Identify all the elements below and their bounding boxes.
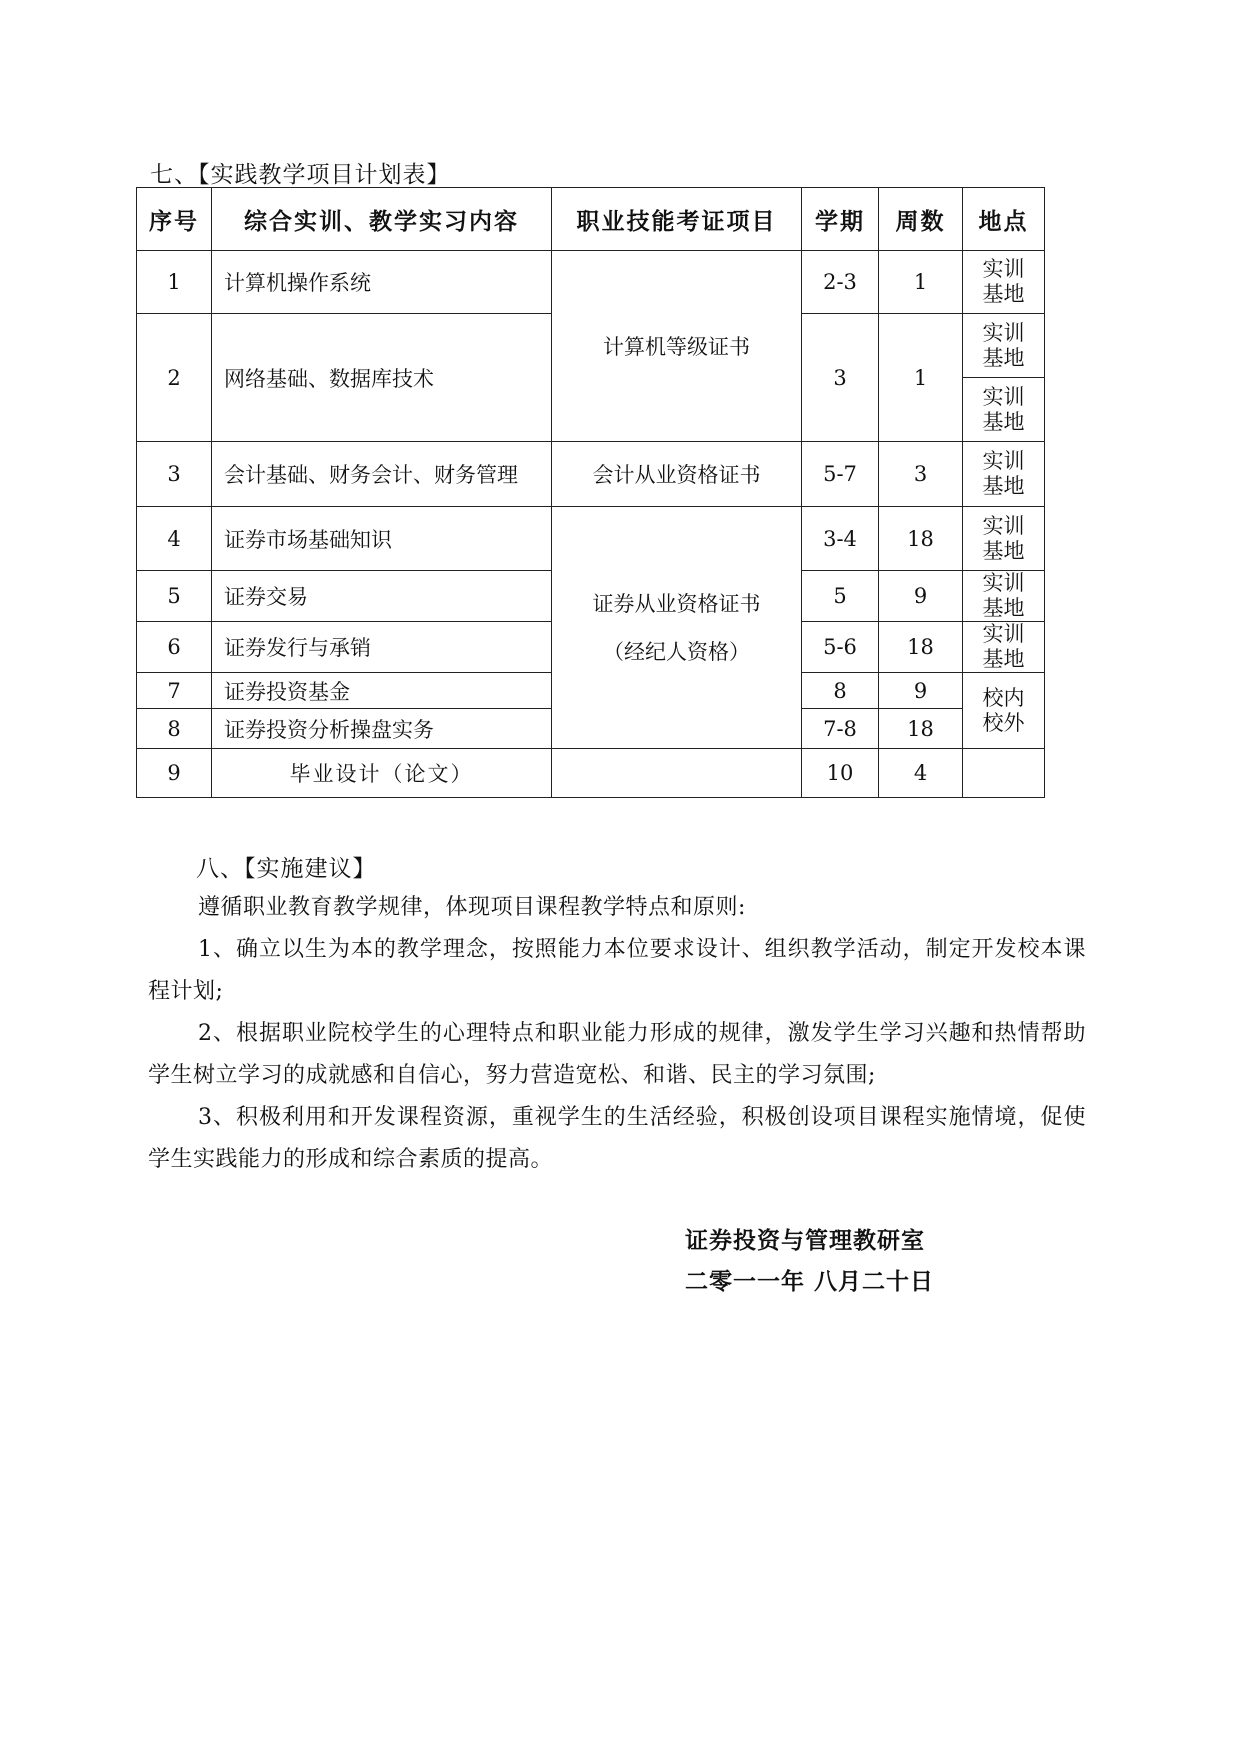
cert-securities (552, 507, 802, 749)
row-location: 校内 校外 (963, 673, 1045, 749)
row-content: 证券投资分析操盘实务 (212, 709, 552, 749)
row-weeks: 1 (879, 251, 963, 314)
row-no: 6 (137, 622, 212, 673)
row-no: 7 (137, 673, 212, 709)
row-term: 5-7 (802, 442, 879, 507)
header-cert: 职业技能考证项目 (552, 188, 802, 251)
row-no: 1 (137, 251, 212, 314)
header-content: 综合实训、教学实习内容 (212, 188, 552, 251)
cert-securities-line2: （经纪人资格） (603, 639, 750, 664)
row-location: 实训 基地 (963, 571, 1045, 622)
row-no: 3 (137, 442, 212, 507)
row-content: 证券市场基础知识 (212, 507, 552, 571)
row-term: 7-8 (802, 709, 879, 749)
cert-securities-line1: 证券从业资格证书 (592, 591, 761, 616)
row-content: 证券交易 (212, 571, 552, 622)
row-content: 毕业设计（论文） (212, 749, 552, 798)
header-weeks: 周数 (879, 188, 963, 251)
row-weeks: 18 (879, 622, 963, 673)
header-no: 序号 (137, 188, 212, 251)
paragraph-2: 2、根据职业院校学生的心理特点和职业能力形成的规律，激发学生学习兴趣和热情帮助学生树立学习的成就感和自信心，努力营造宽松、和谐、民主的学习氛围; (148, 1021, 1086, 1088)
row-location: 实训 基地 (963, 507, 1045, 571)
cert-thesis (552, 749, 802, 798)
row-weeks: 9 (879, 571, 963, 622)
row-term: 3 (802, 314, 879, 442)
row-location-2: 实训 基地 (963, 378, 1045, 442)
row-term: 3-4 (802, 507, 879, 571)
table-header-row (137, 188, 1045, 251)
table-row (137, 442, 1045, 507)
row-location: 实训 基地 (963, 251, 1045, 314)
section-7-title: 七、【实践教学项目计划表】 (150, 162, 451, 188)
row-weeks: 9 (879, 673, 963, 709)
row-content: 会计基础、财务会计、财务管理 (212, 442, 552, 507)
section-8-title: 八、【实施建议】 (196, 856, 377, 882)
row-weeks: 4 (879, 749, 963, 798)
row-term: 8 (802, 673, 879, 709)
table-row (137, 507, 1045, 571)
row-no: 5 (137, 571, 212, 622)
row-term: 5 (802, 571, 879, 622)
row-no: 2 (137, 314, 212, 442)
row-content: 证券发行与承销 (212, 622, 552, 673)
signature-office: 证券投资与管理教研室 (685, 1227, 925, 1254)
row-content: 网络基础、数据库技术 (212, 314, 552, 442)
table-row (137, 749, 1045, 798)
row-location: 实训 基地 (963, 314, 1045, 378)
row-term: 10 (802, 749, 879, 798)
row-content: 计算机操作系统 (212, 251, 552, 314)
header-location: 地点 (963, 188, 1045, 251)
row-term: 2-3 (802, 251, 879, 314)
row-weeks: 18 (879, 709, 963, 749)
row-location (963, 749, 1045, 798)
header-term: 学期 (802, 188, 879, 251)
cert-computer: 计算机等级证书 (552, 251, 802, 442)
row-location: 实训 基地 (963, 442, 1045, 507)
row-no: 4 (137, 507, 212, 571)
row-no: 9 (137, 749, 212, 798)
row-location: 实训 基地 (963, 622, 1045, 673)
paragraph-3: 3、积极利用和开发课程资源，重视学生的生活经验，积极创设项目课程实施情境，促使学生实践能力的形成和综合素质的提高。 (148, 1105, 1086, 1172)
row-content: 证券投资基金 (212, 673, 552, 709)
row-weeks: 18 (879, 507, 963, 571)
row-weeks: 3 (879, 442, 963, 507)
signature-date: 二零一一年 八月二十日 (685, 1268, 935, 1295)
paragraph-1: 1、确立以生为本的教学理念，按照能力本位要求设计、组织教学活动，制定开发校本课程计划; (148, 937, 1086, 1004)
cert-accounting: 会计从业资格证书 (552, 442, 802, 507)
row-no: 8 (137, 709, 212, 749)
table-row (137, 251, 1045, 314)
paragraph-intro: 遵循职业教育教学规律，体现项目课程教学特点和原则: (198, 895, 746, 920)
row-term: 5-6 (802, 622, 879, 673)
practice-plan-table (136, 187, 1045, 798)
row-weeks: 1 (879, 314, 963, 442)
